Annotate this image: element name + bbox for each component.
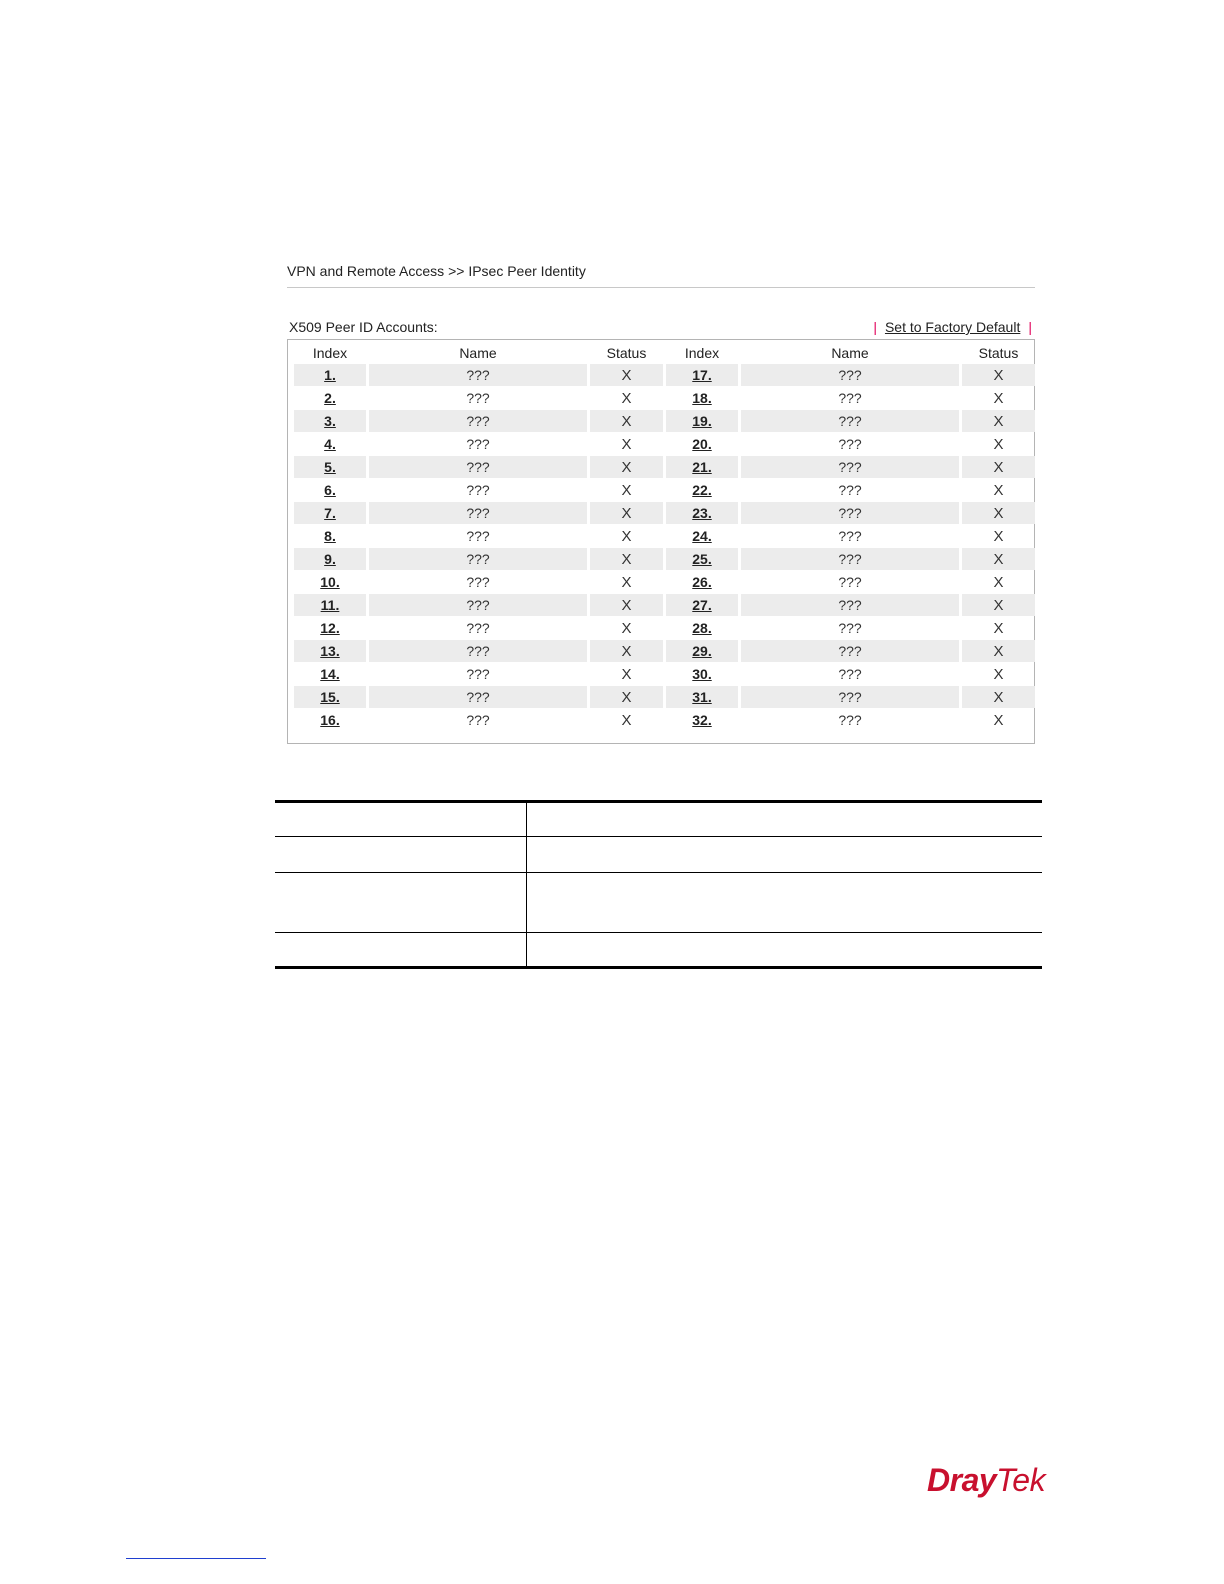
account-name-cell: ??? bbox=[466, 574, 490, 590]
account-index-link[interactable]: 3. bbox=[324, 413, 336, 429]
index-cell bbox=[294, 502, 366, 524]
column-header-name: Name bbox=[831, 345, 869, 361]
table-row bbox=[294, 571, 1035, 593]
breadcrumb-divider bbox=[287, 287, 1035, 288]
account-index-link[interactable]: 4. bbox=[324, 436, 336, 452]
separator: | bbox=[873, 319, 877, 335]
index-cell bbox=[294, 571, 366, 593]
table-row bbox=[275, 837, 1042, 873]
desc-item-cell bbox=[275, 802, 527, 837]
table-row bbox=[294, 456, 1035, 478]
account-status-cell: X bbox=[993, 573, 1004, 591]
index-cell bbox=[294, 594, 366, 616]
account-index-link[interactable]: 12. bbox=[320, 620, 340, 636]
account-index-link[interactable]: 15. bbox=[320, 689, 340, 705]
account-status-cell: X bbox=[621, 619, 632, 637]
account-index-link[interactable]: 28. bbox=[692, 620, 712, 636]
column-header-index: Index bbox=[684, 345, 720, 361]
account-index-link[interactable]: 29. bbox=[692, 643, 712, 659]
account-name-cell: ??? bbox=[369, 410, 587, 432]
account-index-link[interactable]: 30. bbox=[692, 666, 712, 682]
index-cell bbox=[294, 617, 366, 639]
index-cell bbox=[666, 387, 738, 409]
column-header-status: Status bbox=[606, 345, 647, 361]
index-cell bbox=[666, 502, 738, 524]
account-status-cell: X bbox=[590, 594, 663, 616]
account-name-cell: ??? bbox=[838, 620, 862, 636]
account-status-cell: X bbox=[621, 481, 632, 499]
account-name-cell: ??? bbox=[466, 482, 490, 498]
account-name-cell: ??? bbox=[466, 390, 490, 406]
account-status-cell: X bbox=[993, 711, 1004, 729]
index-cell bbox=[294, 640, 366, 662]
table-row bbox=[294, 594, 1035, 616]
account-status-cell: X bbox=[590, 364, 663, 386]
table-row bbox=[294, 640, 1035, 662]
account-index-link[interactable]: 5. bbox=[324, 459, 336, 475]
table-row bbox=[294, 387, 1035, 409]
account-name-cell: ??? bbox=[466, 666, 490, 682]
account-status-cell: X bbox=[590, 548, 663, 570]
index-cell bbox=[666, 594, 738, 616]
account-name-cell: ??? bbox=[838, 482, 862, 498]
account-index-link[interactable]: 10. bbox=[320, 574, 340, 590]
account-status-cell: X bbox=[590, 456, 663, 478]
account-name-cell: ??? bbox=[369, 456, 587, 478]
account-name-cell: ??? bbox=[838, 390, 862, 406]
table-row bbox=[294, 686, 1035, 708]
account-status-cell: X bbox=[621, 573, 632, 591]
account-status-cell: X bbox=[993, 619, 1004, 637]
account-index-link[interactable]: 17. bbox=[692, 367, 712, 383]
account-status-cell: X bbox=[621, 435, 632, 453]
account-index-link[interactable]: 19. bbox=[692, 413, 712, 429]
table-row bbox=[294, 502, 1035, 524]
index-cell bbox=[294, 479, 366, 501]
index-cell bbox=[294, 456, 366, 478]
index-cell bbox=[666, 479, 738, 501]
index-cell bbox=[294, 663, 366, 685]
account-index-link[interactable]: 32. bbox=[692, 712, 712, 728]
account-name-cell: ??? bbox=[741, 456, 959, 478]
index-cell bbox=[666, 433, 738, 455]
account-status-cell: X bbox=[962, 364, 1035, 386]
index-cell bbox=[294, 525, 366, 547]
table-row bbox=[294, 410, 1035, 432]
account-index-link[interactable]: 2. bbox=[324, 390, 336, 406]
index-cell bbox=[294, 387, 366, 409]
index-cell bbox=[666, 571, 738, 593]
account-index-link[interactable]: 9. bbox=[324, 551, 336, 567]
index-cell bbox=[294, 364, 366, 386]
account-index-link[interactable]: 27. bbox=[692, 597, 712, 613]
account-name-cell: ??? bbox=[369, 640, 587, 662]
account-name-cell: ??? bbox=[466, 620, 490, 636]
account-status-cell: X bbox=[621, 389, 632, 407]
section-title: X509 Peer ID Accounts: bbox=[289, 319, 438, 335]
account-name-cell: ??? bbox=[741, 640, 959, 662]
account-status-cell: X bbox=[993, 389, 1004, 407]
index-cell bbox=[666, 456, 738, 478]
header-row bbox=[294, 343, 1035, 363]
desc-text-cell bbox=[527, 873, 1043, 933]
table-row bbox=[294, 479, 1035, 501]
account-name-cell: ??? bbox=[466, 712, 490, 728]
account-status-cell: X bbox=[993, 665, 1004, 683]
account-status-cell: X bbox=[962, 640, 1035, 662]
account-status-cell: X bbox=[962, 502, 1035, 524]
index-cell bbox=[294, 433, 366, 455]
factory-default-area bbox=[865, 319, 1032, 335]
account-name-cell: ??? bbox=[741, 364, 959, 386]
draytek-logo bbox=[927, 1462, 1045, 1499]
account-status-cell: X bbox=[621, 665, 632, 683]
account-name-cell: ??? bbox=[466, 528, 490, 544]
account-index-link[interactable]: 22. bbox=[692, 482, 712, 498]
table-row bbox=[275, 933, 1042, 968]
index-cell bbox=[294, 548, 366, 570]
separator: | bbox=[1028, 319, 1032, 335]
account-name-cell: ??? bbox=[369, 548, 587, 570]
index-cell bbox=[294, 709, 366, 731]
account-name-cell: ??? bbox=[741, 410, 959, 432]
account-name-cell: ??? bbox=[741, 548, 959, 570]
account-status-cell: X bbox=[993, 481, 1004, 499]
table-row bbox=[294, 663, 1035, 685]
table-row bbox=[294, 548, 1035, 570]
account-index-link[interactable]: 18. bbox=[692, 390, 712, 406]
account-index-link[interactable]: 7. bbox=[324, 505, 336, 521]
account-index-link[interactable]: 11. bbox=[320, 597, 340, 613]
table-row bbox=[275, 873, 1042, 933]
account-index-link[interactable]: 24. bbox=[692, 528, 712, 544]
account-status-cell: X bbox=[962, 456, 1035, 478]
account-status-cell: X bbox=[993, 435, 1004, 453]
desc-text-cell bbox=[527, 837, 1043, 873]
index-cell bbox=[666, 410, 738, 432]
account-name-cell: ??? bbox=[838, 712, 862, 728]
account-name-cell: ??? bbox=[741, 502, 959, 524]
account-index-link[interactable]: 21. bbox=[692, 459, 712, 475]
account-index-link[interactable]: 31. bbox=[692, 689, 712, 705]
description-table bbox=[275, 800, 1042, 969]
account-status-cell: X bbox=[621, 527, 632, 545]
table-row bbox=[275, 802, 1042, 837]
column-header-name: Name bbox=[459, 345, 497, 361]
index-cell bbox=[666, 640, 738, 662]
desc-item-cell bbox=[275, 837, 527, 873]
logo-text-tek: Tek bbox=[996, 1462, 1046, 1498]
column-header-status: Status bbox=[978, 345, 1019, 361]
desc-item-cell bbox=[275, 873, 527, 933]
account-name-cell: ??? bbox=[369, 594, 587, 616]
account-name-cell: ??? bbox=[838, 666, 862, 682]
account-index-link[interactable]: 1. bbox=[324, 367, 336, 383]
desc-text-cell bbox=[527, 802, 1043, 837]
index-cell bbox=[666, 617, 738, 639]
account-status-cell: X bbox=[962, 686, 1035, 708]
account-status-cell: X bbox=[590, 640, 663, 662]
account-index-link[interactable]: 8. bbox=[324, 528, 336, 544]
account-name-cell: ??? bbox=[369, 364, 587, 386]
account-index-link[interactable]: 25. bbox=[692, 551, 712, 567]
account-status-cell: X bbox=[962, 594, 1035, 616]
account-name-cell: ??? bbox=[741, 686, 959, 708]
table-row bbox=[294, 709, 1035, 731]
account-name-cell: ??? bbox=[369, 502, 587, 524]
account-status-cell: X bbox=[590, 410, 663, 432]
account-status-cell: X bbox=[962, 410, 1035, 432]
index-cell bbox=[294, 686, 366, 708]
account-index-link[interactable]: 6. bbox=[324, 482, 336, 498]
peer-id-accounts-table bbox=[287, 339, 1035, 744]
account-name-cell: ??? bbox=[838, 528, 862, 544]
table-row bbox=[294, 433, 1035, 455]
account-name-cell: ??? bbox=[466, 436, 490, 452]
breadcrumb: VPN and Remote Access >> IPsec Peer Identity bbox=[287, 263, 586, 279]
set-factory-default-link[interactable]: Set to Factory Default bbox=[884, 319, 1021, 335]
column-header-index: Index bbox=[312, 345, 348, 361]
table-row bbox=[294, 617, 1035, 639]
account-index-link[interactable]: 14. bbox=[320, 666, 340, 682]
index-cell bbox=[666, 525, 738, 547]
index-cell bbox=[666, 709, 738, 731]
account-status-cell: X bbox=[962, 548, 1035, 570]
account-index-link[interactable]: 23. bbox=[692, 505, 712, 521]
desc-text-cell bbox=[527, 933, 1043, 968]
index-cell bbox=[666, 364, 738, 386]
account-index-link[interactable]: 26. bbox=[692, 574, 712, 590]
account-index-link[interactable]: 16. bbox=[320, 712, 340, 728]
account-name-cell: ??? bbox=[741, 594, 959, 616]
footer-link-underline bbox=[126, 1558, 266, 1559]
account-index-link[interactable]: 13. bbox=[320, 643, 340, 659]
account-status-cell: X bbox=[590, 686, 663, 708]
desc-item-cell bbox=[275, 933, 527, 968]
index-cell bbox=[666, 663, 738, 685]
account-name-cell: ??? bbox=[838, 436, 862, 452]
index-cell bbox=[666, 548, 738, 570]
table-row bbox=[294, 364, 1035, 386]
account-status-cell: X bbox=[993, 527, 1004, 545]
account-name-cell: ??? bbox=[838, 574, 862, 590]
account-index-link[interactable]: 20. bbox=[692, 436, 712, 452]
table-row bbox=[294, 525, 1035, 547]
account-status-cell: X bbox=[590, 502, 663, 524]
index-cell bbox=[294, 410, 366, 432]
account-status-cell: X bbox=[621, 711, 632, 729]
index-cell bbox=[666, 686, 738, 708]
logo-text-dray: Dray bbox=[927, 1462, 997, 1498]
account-name-cell: ??? bbox=[369, 686, 587, 708]
